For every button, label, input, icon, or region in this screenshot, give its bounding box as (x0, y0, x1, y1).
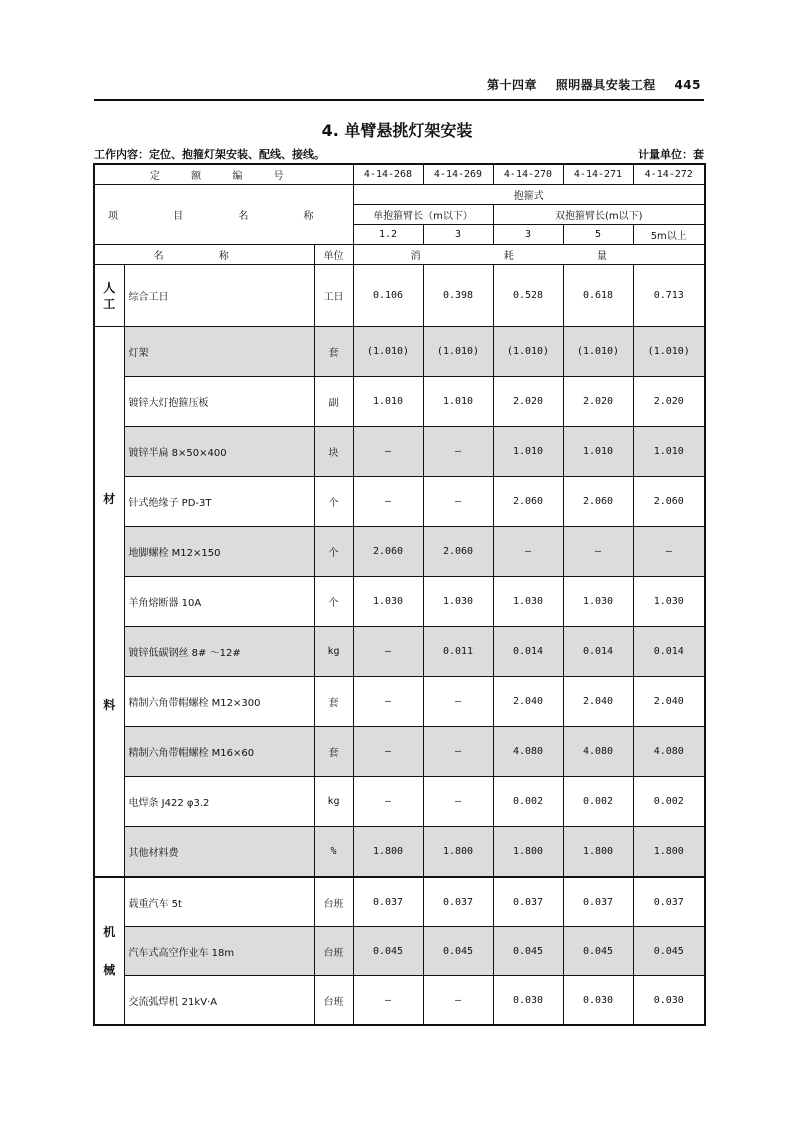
value-cell: 0.037 (633, 877, 705, 927)
double-hoop-group: 双抱箍臂长(m以下) (493, 205, 705, 225)
value-cell: 1.030 (353, 577, 423, 627)
item-name: 汽车式高空作业车 18m (124, 927, 314, 976)
item-unit: 套 (314, 727, 353, 777)
quota-code-row (94, 164, 705, 185)
value-cell: 0.002 (493, 777, 563, 827)
item-name: 羊角熔断器 10A (124, 577, 314, 627)
item-unit: 个 (314, 477, 353, 527)
value-cell: 0.014 (633, 627, 705, 677)
value-cell: (1.010) (633, 327, 705, 377)
quota-code: 4-14-271 (563, 164, 633, 185)
type-label: 抱箍式 (353, 185, 705, 205)
measurement-unit: 计量单位：套 (638, 148, 704, 161)
section-title: 4. 单臂悬挑灯架安装 (321, 121, 473, 140)
value-cell: 1.800 (493, 827, 563, 878)
value-cell: 0.037 (563, 877, 633, 927)
value-cell: 4.080 (633, 727, 705, 777)
item-unit: 个 (314, 527, 353, 577)
value-cell: 2.040 (493, 677, 563, 727)
value-cell: — (493, 527, 563, 577)
value-cell: — (353, 727, 423, 777)
item-unit: % (314, 827, 353, 878)
value-cell: 0.030 (563, 976, 633, 1026)
value-cell: 2.060 (353, 527, 423, 577)
value-cell: 2.020 (633, 377, 705, 427)
value-cell: 1.010 (423, 377, 493, 427)
table-row (94, 627, 705, 677)
table-row (94, 527, 705, 577)
value-cell: — (353, 477, 423, 527)
quota-code: 4-14-270 (493, 164, 563, 185)
value-cell: 1.030 (423, 577, 493, 627)
item-name: 精制六角带帽螺栓 M16×60 (124, 727, 314, 777)
item-unit: 工日 (314, 265, 353, 327)
value-cell: 2.060 (563, 477, 633, 527)
item-unit: kg (314, 777, 353, 827)
value-cell: — (353, 627, 423, 677)
item-unit: 套 (314, 677, 353, 727)
value-cell: 0.030 (493, 976, 563, 1026)
arm-length: 3 (423, 225, 493, 245)
value-cell: 0.030 (633, 976, 705, 1026)
item-name: 载重汽车 5t (124, 877, 314, 927)
item-unit: 副 (314, 377, 353, 427)
value-cell: 0.045 (493, 927, 563, 976)
item-unit: 块 (314, 427, 353, 477)
value-cell: 0.011 (423, 627, 493, 677)
header-rule (94, 99, 704, 101)
table-row (94, 877, 705, 927)
value-cell: 0.398 (423, 265, 493, 327)
quota-table (93, 163, 706, 1026)
value-cell: 0.045 (353, 927, 423, 976)
table-row (94, 927, 705, 976)
table-row (94, 727, 705, 777)
item-name: 镀锌半扁 8×50×400 (124, 427, 314, 477)
value-cell: 1.010 (493, 427, 563, 477)
item-name: 地脚螺栓 M12×150 (124, 527, 314, 577)
value-cell: (1.010) (493, 327, 563, 377)
page-number: 445 (674, 78, 701, 92)
col-name-header: 名 称 (94, 245, 314, 265)
table-row (94, 677, 705, 727)
table-row (94, 265, 705, 327)
single-hoop-group: 单抱箍臂长（m以下） (353, 205, 493, 225)
value-cell: 1.800 (633, 827, 705, 878)
value-cell: 0.014 (493, 627, 563, 677)
value-cell: 0.037 (353, 877, 423, 927)
value-cell: 0.037 (423, 877, 493, 927)
quota-code: 4-14-269 (423, 164, 493, 185)
chapter-title: 照明器具安装工程 (555, 78, 656, 92)
value-cell: 2.060 (493, 477, 563, 527)
value-cell: 0.528 (493, 265, 563, 327)
value-cell: — (563, 527, 633, 577)
value-cell: (1.010) (353, 327, 423, 377)
table-row (94, 976, 705, 1026)
chapter-number: 第十四章 (487, 78, 538, 92)
item-unit: 套 (314, 327, 353, 377)
value-cell: — (633, 527, 705, 577)
value-cell: (1.010) (423, 327, 493, 377)
value-cell: — (353, 777, 423, 827)
value-cell: — (423, 727, 493, 777)
category-labor: 人 工 (94, 265, 124, 327)
col-unit-header: 单位 (314, 245, 353, 265)
item-name: 针式绝缘子 PD-3T (124, 477, 314, 527)
value-cell: 0.002 (633, 777, 705, 827)
value-cell: 1.010 (633, 427, 705, 477)
table-row (94, 427, 705, 477)
value-cell: 1.030 (633, 577, 705, 627)
value-cell: 4.080 (563, 727, 633, 777)
table-row (94, 827, 705, 878)
value-cell: 2.060 (633, 477, 705, 527)
category-material: 材 料 (94, 327, 124, 878)
column-header-row (94, 245, 705, 265)
work-content: 工作内容：定位、抱箍灯架安装、配线、接线。 (94, 148, 325, 161)
value-cell: 0.713 (633, 265, 705, 327)
item-name: 电焊条 J422 φ3.2 (124, 777, 314, 827)
col-consumption-header: 消 耗 量 (353, 245, 705, 265)
item-unit: 个 (314, 577, 353, 627)
item-name: 灯架 (124, 327, 314, 377)
item-name: 镀锌低碳钢丝 8# ～12# (124, 627, 314, 677)
value-cell: (1.010) (563, 327, 633, 377)
item-name: 其他材料费 (124, 827, 314, 878)
value-cell: — (423, 976, 493, 1026)
quota-code-label: 定 额 编 号 (94, 164, 353, 185)
table-row (94, 777, 705, 827)
quota-code: 4-14-272 (633, 164, 705, 185)
arm-length: 3 (493, 225, 563, 245)
value-cell: — (423, 777, 493, 827)
value-cell: 0.045 (563, 927, 633, 976)
item-unit: kg (314, 627, 353, 677)
arm-length: 5 (563, 225, 633, 245)
value-cell: — (353, 976, 423, 1026)
item-unit: 台班 (314, 927, 353, 976)
table-row (94, 577, 705, 627)
value-cell: 0.014 (563, 627, 633, 677)
value-cell: 1.010 (563, 427, 633, 477)
arm-length: 5m以上 (633, 225, 705, 245)
item-name: 综合工日 (124, 265, 314, 327)
quota-code: 4-14-268 (353, 164, 423, 185)
item-unit: 台班 (314, 877, 353, 927)
type-row (94, 185, 705, 205)
value-cell: 0.045 (633, 927, 705, 976)
value-cell: 0.618 (563, 265, 633, 327)
value-cell: 4.080 (493, 727, 563, 777)
value-cell: 1.800 (563, 827, 633, 878)
value-cell: — (423, 477, 493, 527)
item-name: 镀锌大灯抱箍压板 (124, 377, 314, 427)
value-cell: 1.010 (353, 377, 423, 427)
table-row (94, 377, 705, 427)
value-cell: 2.040 (633, 677, 705, 727)
item-unit: 台班 (314, 976, 353, 1026)
table-row (94, 477, 705, 527)
table-row (94, 327, 705, 377)
item-name: 交流弧焊机 21kV·A (124, 976, 314, 1026)
value-cell: — (353, 677, 423, 727)
value-cell: 2.040 (563, 677, 633, 727)
value-cell: 2.060 (423, 527, 493, 577)
item-name-label: 项 目 名 称 (94, 185, 353, 245)
item-name: 精制六角带帽螺栓 M12×300 (124, 677, 314, 727)
running-header (473, 76, 701, 93)
value-cell: 1.030 (493, 577, 563, 627)
value-cell: 0.045 (423, 927, 493, 976)
value-cell: 1.030 (563, 577, 633, 627)
value-cell: 2.020 (563, 377, 633, 427)
value-cell: 2.020 (493, 377, 563, 427)
category-machine: 机 械 (94, 877, 124, 1025)
value-cell: 1.800 (353, 827, 423, 878)
value-cell: — (353, 427, 423, 477)
value-cell: 0.002 (563, 777, 633, 827)
value-cell: 0.037 (493, 877, 563, 927)
value-cell: — (423, 677, 493, 727)
value-cell: — (423, 427, 493, 477)
value-cell: 0.106 (353, 265, 423, 327)
arm-length: 1.2 (353, 225, 423, 245)
value-cell: 1.800 (423, 827, 493, 878)
